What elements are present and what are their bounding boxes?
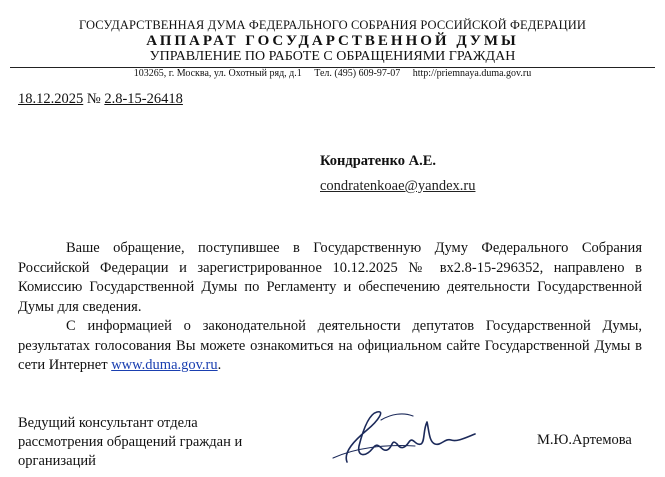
postal-address: 103265, г. Москва, ул. Охотный ряд, д.1 — [133, 68, 302, 79]
handwritten-signature — [325, 400, 485, 472]
signer-name: М.Ю.Артемова — [537, 432, 632, 448]
signer-position — [18, 414, 278, 471]
website-url[interactable]: http://priemnaya.duma.gov.ru — [412, 68, 532, 79]
number-sign: № — [86, 91, 101, 107]
org-name-line: ГОСУДАРСТВЕННАЯ ДУМА ФЕДЕРАЛЬНОГО СОБРАНИЯ РОССИЙСКОЙ ФЕДЕРАЦИИ — [78, 18, 587, 32]
apparatus-title: АППАРАТ ГОСУДАРСТВЕННОЙ ДУМЫ — [146, 33, 519, 49]
reference-date: 18.12.2025 — [18, 91, 84, 107]
letter-body — [18, 239, 642, 376]
recipient-name: Кондратенко А.Е. — [320, 153, 437, 169]
body-paragraph-2-end: . — [217, 357, 222, 373]
body-paragraph-1: Ваше обращение, поступившее в Государственную Думу Федерального Собрания Российской Федерации и зарегистрированное 10.12.2025 № вх2.8-15-296352, направлено в Комиссию Государственной Думы по Регламенту и обеспечению деятельности Государственной Думы для сведения. — [18, 240, 642, 315]
contact-line — [0, 68, 665, 79]
reference-number: 2.8-15-26418 — [104, 91, 183, 107]
signer-position-line-1: Ведущий консультант отдела — [18, 415, 198, 431]
recipient-email-link[interactable]: condratenkoae@yandex.ru — [320, 178, 476, 194]
body-paragraph-2-text: С информацией о законодательной деятельности депутатов Государственной Думы, результатах голосования Вы можете ознакомиться на официальном сайте Государственной Думы в сети Интернет — [18, 318, 642, 373]
phone-number: Тел. (495) 609-97-07 — [314, 68, 401, 79]
reference-line — [18, 91, 183, 108]
signer-position-line-2: рассмотрения обращений граждан и — [18, 434, 243, 450]
signer-position-line-3: организаций — [18, 453, 96, 469]
duma-website-link[interactable]: www.duma.gov.ru — [111, 357, 218, 373]
body-paragraph-2 — [18, 317, 642, 376]
department-title: УПРАВЛЕНИЕ ПО РАБОТЕ С ОБРАЩЕНИЯМИ ГРАЖДАН — [149, 49, 516, 64]
